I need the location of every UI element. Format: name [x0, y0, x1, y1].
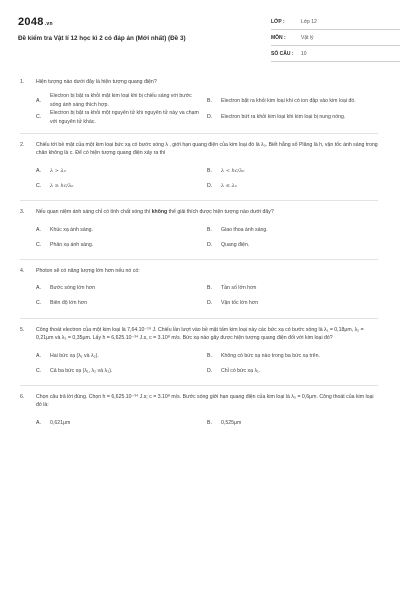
meta-value: 10 — [301, 51, 307, 57]
option-letter: A. — [36, 285, 41, 292]
question-number: 6. — [20, 393, 25, 400]
option-letter: A. — [36, 226, 41, 233]
option-d[interactable] — [207, 363, 378, 378]
option-d[interactable] — [207, 296, 378, 311]
option-text: 0,525μm — [221, 420, 242, 427]
option-letter: B. — [207, 226, 212, 233]
answer-options — [36, 222, 378, 252]
option-letter: D. — [207, 114, 213, 121]
option-text: λ < hc/λ₀ — [221, 167, 245, 174]
option-b[interactable] — [207, 222, 378, 237]
option-text: Biên độ lớn hơn — [50, 300, 88, 307]
option-a[interactable] — [36, 222, 207, 237]
option-a[interactable] — [36, 92, 207, 109]
question-4 — [20, 267, 378, 311]
option-c[interactable] — [36, 296, 207, 311]
question-3 — [20, 208, 378, 252]
meta-label: LỚP : — [271, 19, 285, 25]
question-number: 5. — [20, 326, 25, 333]
option-a[interactable] — [36, 416, 207, 431]
answer-options — [36, 92, 378, 126]
option-text: Vận tốc lớn hơn — [221, 300, 259, 307]
option-b[interactable] — [207, 163, 378, 178]
question-number: 1. — [20, 79, 25, 85]
question-text: Chiếu tới bề mặt của một kim loại bức xạ có bước sóng λ , giới hạn quang điện của kim loại đó là λ₀. Biết hằng số Plăng là h, vận tốc ánh sáng trong chân không là c. Để có hiện tượng quang điện xảy ra thì — [36, 141, 378, 156]
option-letter: C. — [36, 114, 42, 121]
option-c[interactable] — [36, 109, 207, 126]
question-1 — [20, 78, 378, 126]
option-letter: C. — [36, 300, 42, 307]
option-a[interactable] — [36, 281, 207, 296]
option-text: Giao thoa ánh sáng. — [221, 226, 268, 233]
option-a[interactable] — [36, 348, 207, 363]
option-letter: C. — [36, 367, 42, 374]
question-text: Công thoát electron của một kim loại là 7,64.10⁻¹⁹ J. Chiếu lần lượt vào bề mặt tấm kim loại này các bức xạ có bước sóng là λ₁ = 0,18μm, λ₂ = 0,21μm và λ₃ = 0,35μm. Lấy h = 6,625.10⁻³⁴ J.s, c = 3.10⁸ m/s. Bức xạ nào gây được hiện tượng quang điện đối với kim loại đó? — [36, 326, 364, 342]
option-text: 0,621μm — [50, 420, 71, 427]
question-number: 3. — [20, 208, 25, 215]
question-list — [0, 78, 400, 431]
meta-label: SỐ CÂU : — [271, 51, 294, 57]
option-text: Khúc xạ ánh sáng. — [50, 226, 93, 233]
question-5 — [20, 326, 378, 379]
option-text: Không có bức xạ nào trong ba bức xạ trên. — [221, 352, 320, 359]
document-title: Đề kiểm tra Vật lí 12 học kì 2 có đáp án (Mới nhất) (Đề 3) — [18, 35, 186, 42]
meta-label: MÔN : — [271, 35, 286, 41]
option-d[interactable] — [207, 109, 378, 126]
document-header — [18, 14, 386, 66]
question-text: Photon sẽ có năng lượng lớn hơn nếu nó có: — [36, 267, 140, 274]
question-text-part: thể giải thích được hiện tượng nào dưới đây? — [167, 208, 274, 215]
answer-options — [36, 416, 378, 431]
option-letter: B. — [207, 352, 212, 359]
option-letter: C. — [36, 241, 42, 248]
question-text — [36, 208, 378, 216]
option-text: Bước sóng lớn hơn — [50, 285, 96, 292]
divider — [20, 385, 378, 386]
option-letter: D. — [207, 182, 213, 189]
option-text: λ > λ₀ — [50, 167, 66, 174]
meta-value: Lớp 12 — [301, 19, 317, 25]
question-6 — [20, 393, 378, 431]
option-text: Quang điện. — [221, 241, 250, 248]
option-text: Electron bứt ra khỏi kim loại khi kim loại bị nung nóng. — [221, 114, 346, 121]
meta-row-count — [271, 49, 400, 62]
option-b[interactable] — [207, 281, 378, 296]
meta-info — [271, 17, 400, 65]
answer-options — [36, 281, 378, 311]
option-letter: D. — [207, 367, 213, 374]
option-letter: A. — [36, 97, 41, 104]
meta-row-subject — [271, 33, 400, 46]
option-d[interactable] — [207, 237, 378, 252]
option-d[interactable] — [207, 178, 378, 193]
option-text: Chỉ có bức xạ λ₁. — [221, 367, 261, 374]
option-text: Electron bị bật ra khỏi mặt kim loại khi bị chiếu sáng với bước sóng ánh sáng thích hợp. — [50, 93, 192, 108]
option-c[interactable] — [36, 237, 207, 252]
option-text: Cả ba bức xạ (λ₁, λ₂ và λ₃). — [50, 367, 113, 374]
option-letter: B. — [207, 285, 212, 292]
divider — [20, 200, 378, 201]
option-b[interactable] — [207, 92, 378, 109]
question-text: Hiện tượng nào dưới đây là hiện tượng quang điện? — [36, 79, 157, 85]
option-text: Phản xạ ánh sáng. — [50, 241, 94, 248]
option-letter: B. — [207, 97, 212, 104]
option-letter: A. — [36, 167, 41, 174]
option-text: Tần số lớn hơn — [221, 285, 257, 292]
option-letter: A. — [36, 420, 41, 427]
option-c[interactable] — [36, 363, 207, 378]
question-text: Chọn câu trả lời đúng. Chọn h = 6,625.10⁻³⁴ J.s; c = 3.10⁸ m/s. Bước sóng giới hạn quang điện của kim loại là λ₀ = 0,6μm. Công thoát của kim loại đó là: — [36, 393, 374, 409]
option-text: Electron bật ra khỏi kim loại khi có ion đập vào kim loại đó. — [221, 97, 356, 104]
question-2 — [20, 141, 378, 194]
option-letter: A. — [36, 352, 41, 359]
site-logo[interactable]: 2048.vn — [18, 16, 53, 28]
divider — [20, 259, 378, 260]
option-letter: B. — [207, 167, 212, 174]
option-b[interactable] — [207, 348, 378, 363]
option-text: λ ≥ hc/λ₀ — [50, 182, 74, 189]
meta-row-class — [271, 17, 400, 30]
option-letter: D. — [207, 241, 213, 248]
question-number: 4. — [20, 267, 25, 274]
option-text: λ ≤ λ₀ — [221, 182, 237, 189]
answer-options — [36, 348, 378, 378]
answer-options — [36, 163, 378, 193]
option-b[interactable] — [207, 416, 378, 431]
option-letter: B. — [207, 420, 212, 427]
emphasis-word: không — [151, 208, 168, 215]
option-text: Electron bị bật ra khỏi một nguyên tử khi nguyên tử này va chạm với nguyên tử khác. — [50, 110, 199, 125]
divider — [20, 133, 378, 134]
option-letter: D. — [207, 300, 213, 307]
question-number: 2. — [20, 141, 25, 148]
option-text: Hai bức xạ (λ₁ và λ₂). — [50, 352, 99, 359]
option-c[interactable] — [36, 178, 207, 193]
option-a[interactable] — [36, 163, 207, 178]
option-letter: C. — [36, 182, 42, 189]
divider — [20, 318, 378, 319]
question-text-part: Nếu quan niệm ánh sáng chỉ có tính chất sóng thì — [36, 208, 152, 215]
meta-value: Vật lý — [301, 35, 314, 41]
